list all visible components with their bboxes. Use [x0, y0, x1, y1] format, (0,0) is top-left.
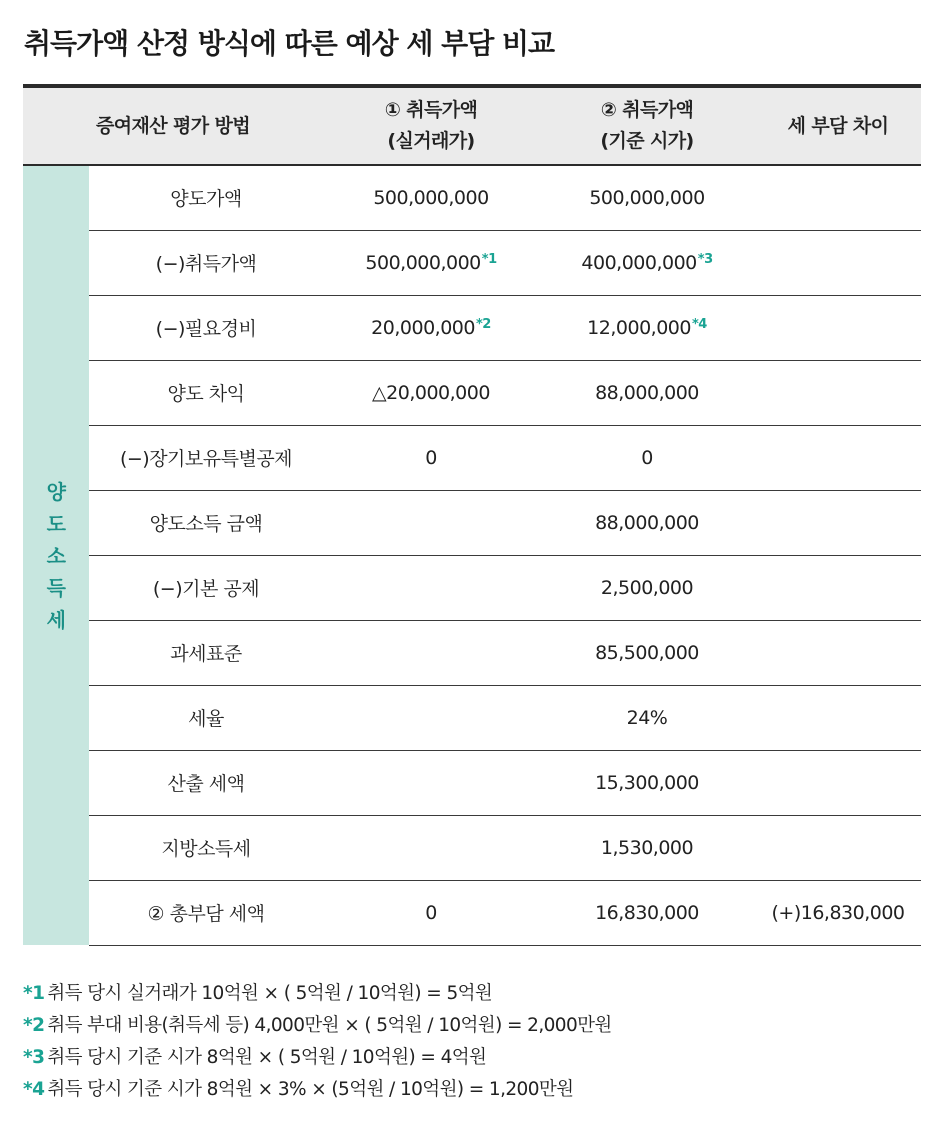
footnote-mark: *3 [23, 1047, 45, 1068]
side-label-char: 세 [46, 607, 66, 632]
row-standard-price-value-value: 88,000,000 [595, 511, 699, 534]
row-standard-price-value [539, 750, 755, 815]
footnote-mark: *4 [23, 1079, 45, 1100]
row-standard-price-value-value: 2,500,000 [600, 576, 694, 599]
row-actual-price-value [323, 295, 539, 360]
row-standard-price-value [539, 230, 755, 295]
footnote-mark: *2 [23, 1015, 45, 1036]
row-item-label-value: 과세표준 [170, 643, 242, 665]
row-tax-difference-value [755, 165, 921, 230]
row-item-label [89, 815, 323, 880]
row-tax-difference-value [755, 880, 921, 945]
row-item-label [89, 750, 323, 815]
header-actual-price [323, 86, 539, 165]
row-actual-price-value-value: 0 [425, 901, 437, 924]
row-tax-difference-value [755, 230, 921, 295]
table-row [23, 620, 921, 685]
row-tax-difference-value [755, 360, 921, 425]
header-actual-price-line1: ① 취득가액 [384, 99, 478, 121]
footnote-line [23, 1042, 612, 1074]
row-standard-price-value [539, 620, 755, 685]
row-actual-price-value [323, 750, 539, 815]
row-standard-price-value [539, 880, 755, 945]
row-item-label-value: (−)장기보유특별공제 [119, 448, 293, 470]
row-tax-difference-value [755, 295, 921, 360]
row-item-label-value: 양도가액 [170, 188, 242, 211]
row-actual-price-value-value: 500,000,000 [373, 186, 489, 209]
footnote-marker: *1 [481, 251, 497, 267]
row-item-label-value: 세율 [188, 708, 224, 730]
row-actual-price-value [323, 360, 539, 425]
table-row [23, 165, 921, 230]
row-item-label-value: ② 총부담 세액 [147, 903, 265, 925]
row-standard-price-value [539, 815, 755, 880]
footnote-line [23, 1074, 612, 1106]
row-standard-price-value [539, 165, 755, 230]
row-item-label [89, 620, 323, 685]
footnote-mark: *1 [23, 983, 45, 1004]
row-item-label [89, 685, 323, 750]
row-item-label-value: 양도 차익 [167, 383, 245, 405]
row-standard-price-value-value: 15,300,000 [595, 771, 699, 794]
row-item-label-value: (−)기본 공제 [152, 578, 260, 600]
row-item-label-value: (−)취득가액 [155, 253, 257, 275]
row-actual-price-value [323, 685, 539, 750]
row-item-label [89, 880, 323, 945]
row-item-label [89, 295, 323, 360]
row-actual-price-value [323, 425, 539, 490]
row-item-label [89, 490, 323, 555]
row-standard-price-value [539, 360, 755, 425]
row-tax-difference-value [755, 490, 921, 555]
row-standard-price-value [539, 685, 755, 750]
row-item-label [89, 360, 323, 425]
header-actual-price-line2: (실거래가) [387, 130, 475, 152]
side-label-capital-gains-tax [23, 165, 89, 945]
footnote-marker: *2 [475, 316, 491, 332]
row-standard-price-value [539, 425, 755, 490]
table-row [23, 555, 921, 620]
footnote-text: 취득 당시 기준 시가 8억원 × 3% × (5억원 / 10억원) = 1,200만원 [47, 1079, 574, 1100]
table-row [23, 750, 921, 815]
row-standard-price-value [539, 295, 755, 360]
row-standard-price-value-value: 0 [641, 446, 653, 469]
row-item-label-value: (−)필요경비 [155, 318, 257, 340]
row-tax-difference-value-value: (+)16,830,000 [771, 901, 905, 924]
row-tax-difference-value [755, 685, 921, 750]
row-standard-price-value-value: 88,000,000 [595, 381, 699, 404]
table-row [23, 490, 921, 555]
footnote-marker: *4 [691, 316, 707, 332]
row-actual-price-value [323, 555, 539, 620]
row-standard-price-value-value: 12,000,000 [587, 316, 691, 339]
table-row [23, 425, 921, 490]
side-label-char: 득 [46, 575, 66, 600]
row-actual-price-value [323, 880, 539, 945]
row-standard-price-value-value: 16,830,000 [595, 901, 699, 924]
header-tax-difference: 세 부담 차이 [755, 86, 921, 165]
header-method: 증여재산 평가 방법 [23, 86, 323, 165]
row-tax-difference-value [755, 620, 921, 685]
footnote-text: 취득 당시 기준 시가 8억원 × ( 5억원 / 10억원) = 4억원 [47, 1047, 487, 1068]
footnote-marker: *3 [697, 251, 713, 267]
row-tax-difference-value [755, 815, 921, 880]
table-row [23, 815, 921, 880]
header-standard-price [539, 86, 755, 165]
row-actual-price-value [323, 165, 539, 230]
row-standard-price-value [539, 555, 755, 620]
row-item-label [89, 165, 323, 230]
row-actual-price-value-value: 0 [425, 446, 437, 469]
row-standard-price-value-value: 1,530,000 [600, 836, 694, 859]
table-header-row [23, 86, 921, 165]
row-item-label [89, 555, 323, 620]
side-label-char: 도 [46, 511, 66, 536]
row-actual-price-value [323, 490, 539, 555]
side-label-char: 소 [46, 543, 66, 568]
row-actual-price-value-value: 20,000,000 [371, 316, 475, 339]
row-item-label [89, 230, 323, 295]
table-row [23, 360, 921, 425]
row-standard-price-value-value: 24% [626, 706, 668, 729]
footnotes [23, 978, 612, 1106]
table-row [23, 685, 921, 750]
header-standard-price-line1: ② 취득가액 [600, 99, 694, 121]
row-item-label [89, 425, 323, 490]
footnote-line [23, 1010, 612, 1042]
header-standard-price-line2: (기준 시가) [600, 130, 694, 152]
row-item-label-value: 산출 세액 [167, 773, 245, 795]
table-row [23, 295, 921, 360]
row-actual-price-value [323, 620, 539, 685]
row-tax-difference-value [755, 425, 921, 490]
row-standard-price-value-value: 400,000,000 [581, 251, 697, 274]
row-actual-price-value-value: 500,000,000 [365, 251, 481, 274]
row-standard-price-value-value: 85,500,000 [595, 641, 699, 664]
table-body [23, 165, 921, 945]
row-item-label-value: 양도소득 금액 [149, 513, 263, 535]
side-label-char: 양 [46, 479, 66, 504]
row-tax-difference-value [755, 555, 921, 620]
table-row [23, 230, 921, 295]
row-standard-price-value-value: 500,000,000 [589, 186, 705, 209]
footnote-text: 취득 부대 비용(취득세 등) 4,000만원 × ( 5억원 / 10억원) = 2,000만원 [47, 1015, 612, 1036]
footnote-text: 취득 당시 실거래가 10억원 × ( 5억원 / 10억원) = 5억원 [47, 983, 493, 1004]
page-title: 취득가액 산정 방식에 따른 예상 세 부담 비교 [24, 27, 555, 60]
row-tax-difference-value [755, 750, 921, 815]
footnote-line [23, 978, 612, 1010]
row-actual-price-value-value: △20,000,000 [372, 381, 490, 404]
row-actual-price-value [323, 230, 539, 295]
row-item-label-value: 지방소득세 [161, 838, 251, 860]
row-actual-price-value [323, 815, 539, 880]
row-standard-price-value [539, 490, 755, 555]
table-row [23, 880, 921, 945]
tax-comparison-table [23, 84, 921, 946]
